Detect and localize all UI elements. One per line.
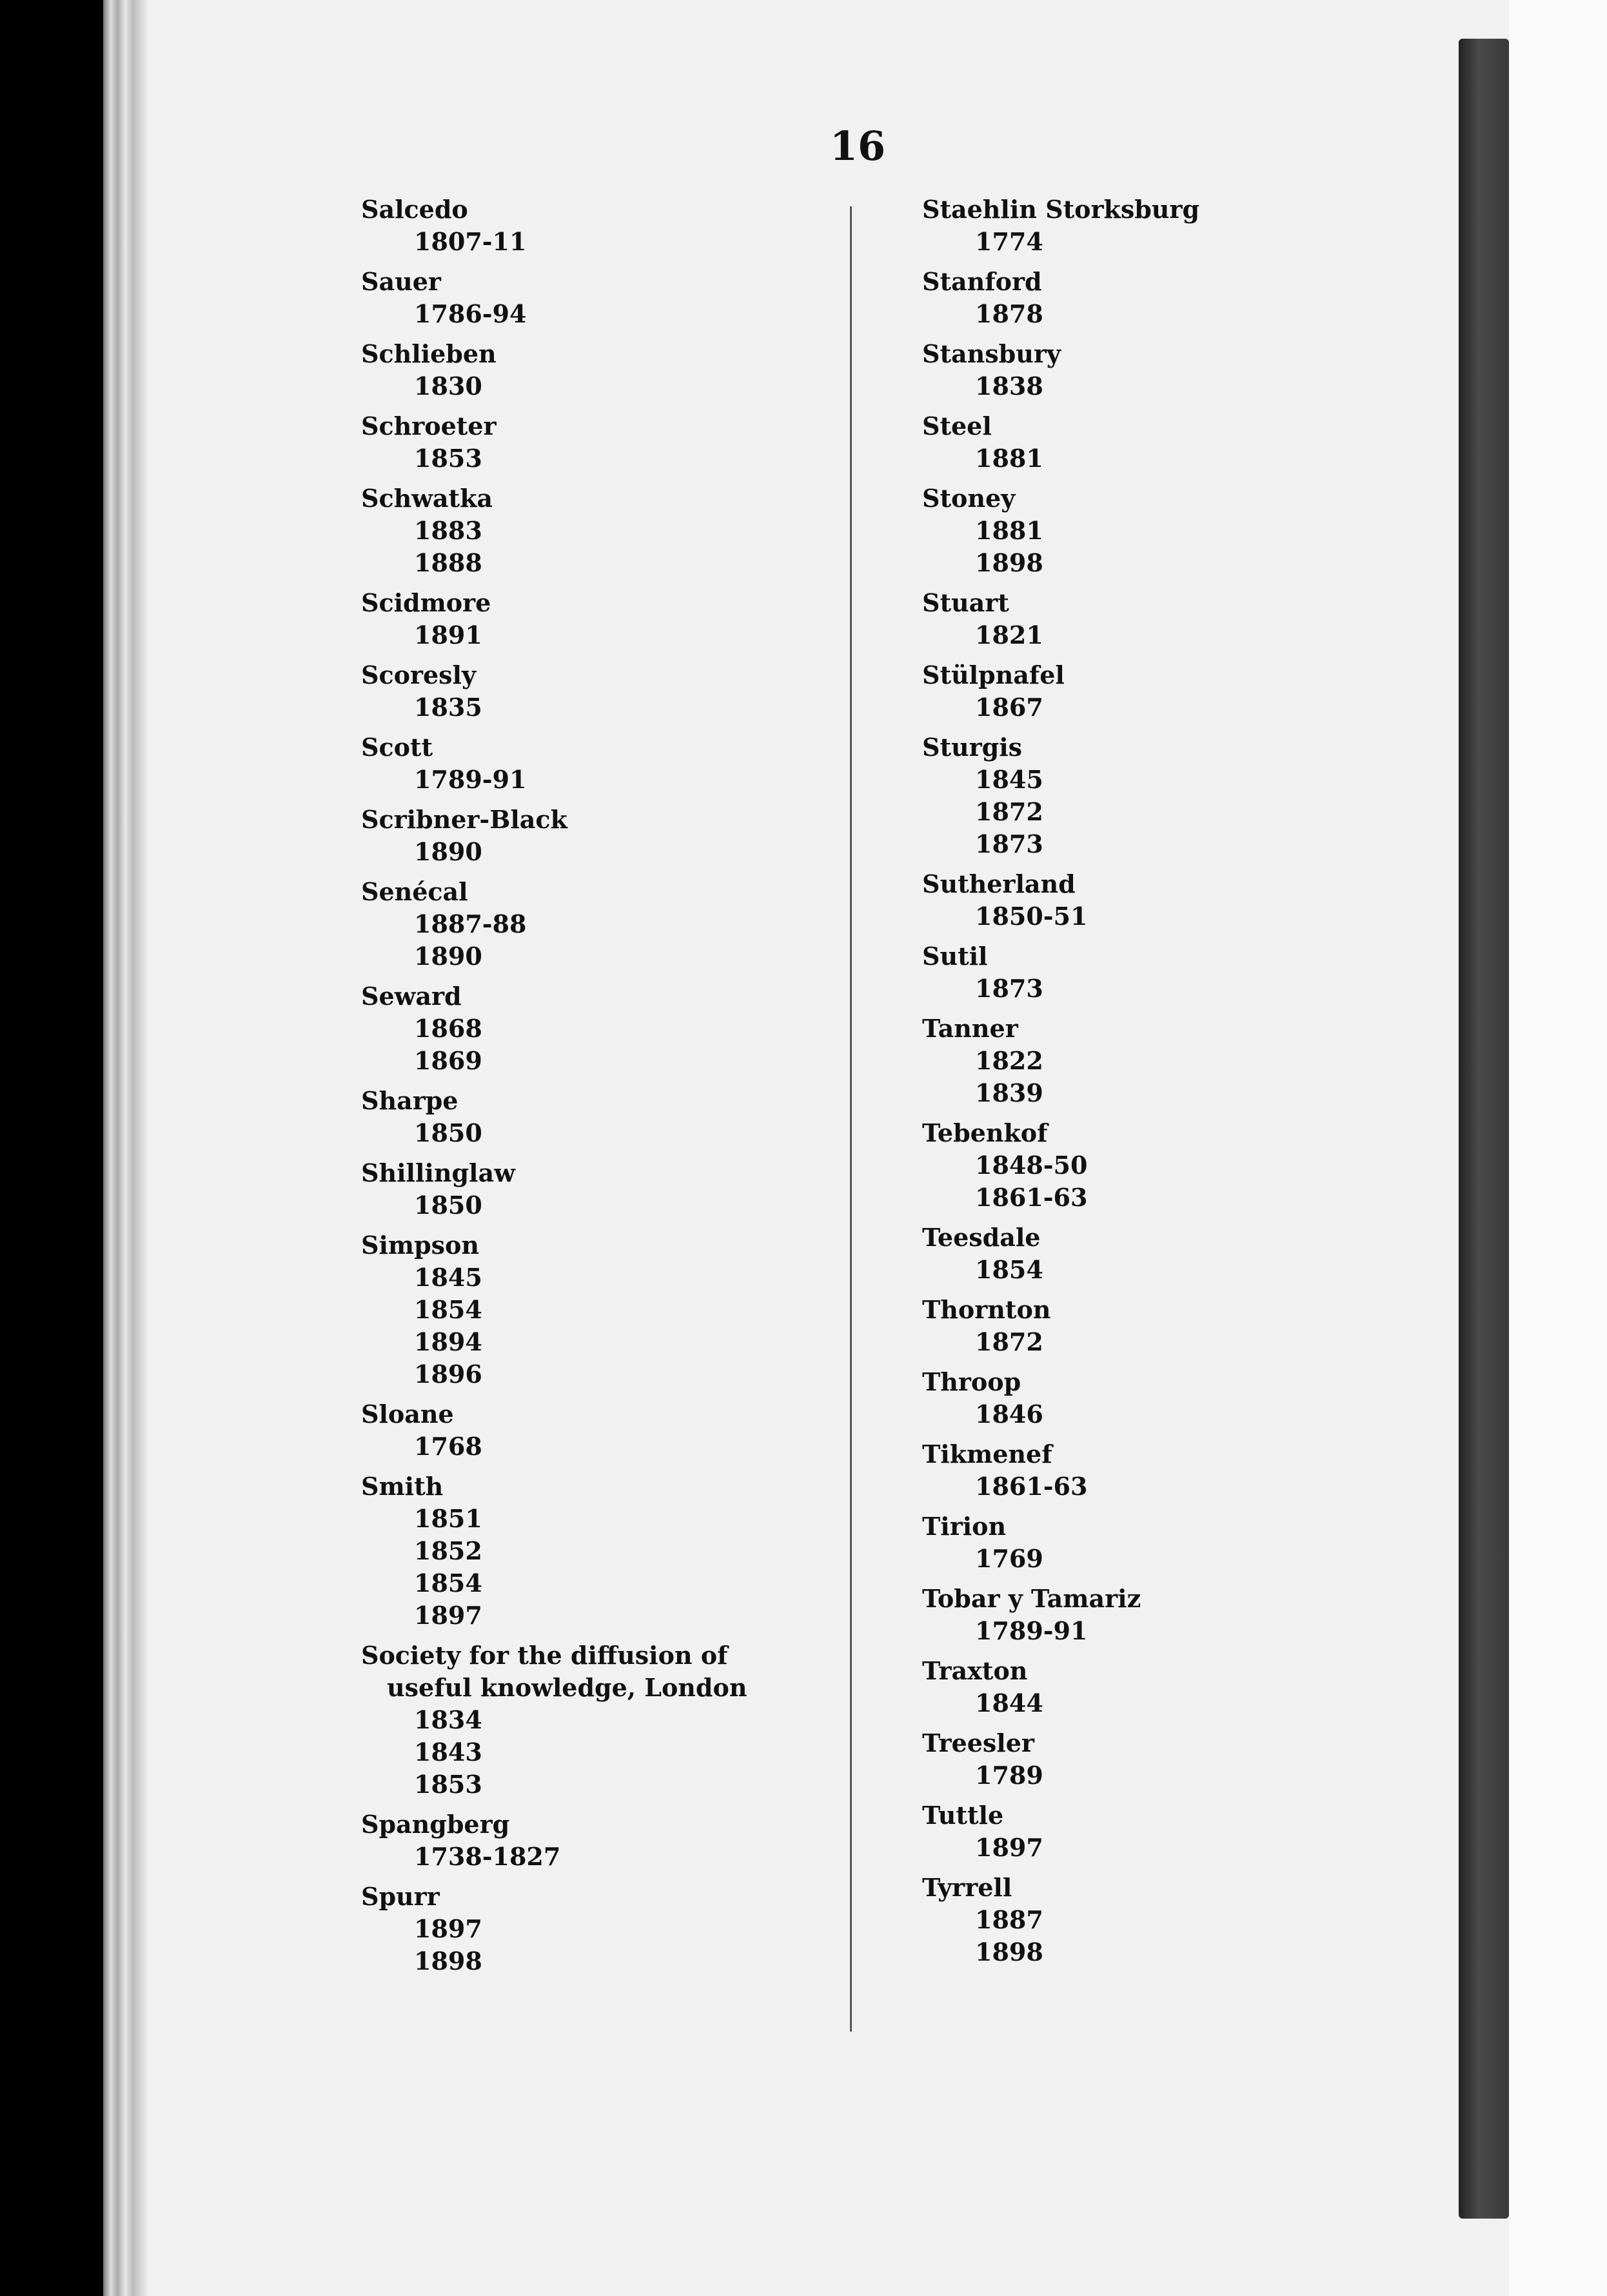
index-entry: [361, 1229, 747, 1398]
entry-gap: [361, 1077, 747, 1085]
index-entry: [922, 659, 1199, 731]
index-entry: [922, 940, 1199, 1013]
entry-gap: [361, 651, 747, 659]
entry-gap: [361, 973, 747, 980]
entry-year: 1848-50: [975, 1151, 1088, 1180]
entry-name-continued: useful knowledge, London: [387, 1673, 747, 1702]
entry-name: Tuttle: [922, 1801, 1004, 1830]
index-entry: [361, 1085, 747, 1157]
entry-year: 1838: [975, 371, 1043, 401]
entry-year: 1872: [975, 797, 1043, 826]
entry-gap: [361, 579, 747, 587]
entry-year: 1843: [414, 1737, 482, 1767]
entry-year: 1839: [975, 1078, 1043, 1107]
entry-gap: [922, 1647, 1199, 1655]
entry-year: 1854: [414, 1295, 482, 1324]
entry-gap: [922, 1109, 1199, 1117]
index-entry: [922, 1872, 1199, 1976]
entry-name: Steel: [922, 411, 992, 440]
entry-gap: [361, 1632, 747, 1639]
entry-name: Shillinglaw: [361, 1158, 515, 1187]
entry-year: 1845: [414, 1263, 482, 1292]
entry-name: Sauer: [361, 267, 441, 296]
entry-name: Tikmenef: [922, 1440, 1052, 1469]
entry-year: 1898: [414, 1946, 482, 1975]
entry-gap: [922, 258, 1199, 266]
entry-gap: [922, 1864, 1199, 1872]
entry-name: Scidmore: [361, 588, 491, 617]
entry-year: 1768: [414, 1432, 482, 1461]
index-entry: [361, 193, 747, 266]
index-entry: [922, 731, 1199, 868]
entry-gap: [922, 1719, 1199, 1727]
entry-year: 1873: [975, 974, 1043, 1003]
entry-name: Schroeter: [361, 411, 497, 440]
index-entry: [361, 1398, 747, 1470]
index-entry: [361, 804, 747, 876]
entry-year: 1869: [414, 1046, 482, 1075]
entry-name: Staehlin Storksburg: [922, 195, 1200, 224]
index-entry: [922, 1727, 1199, 1799]
entry-name: Stülpnafel: [922, 660, 1065, 689]
entry-name: Scoresly: [361, 660, 477, 689]
entry-gap: [922, 1968, 1199, 1976]
index-entry: [922, 1294, 1199, 1366]
entry-gap: [361, 258, 747, 266]
index-entry: [922, 868, 1199, 940]
entry-gap: [922, 651, 1199, 659]
entry-name: Scott: [361, 733, 433, 762]
entry-year: 1878: [975, 299, 1043, 328]
binding-edge-right: [1459, 39, 1509, 2219]
entry-year: 1834: [414, 1705, 482, 1734]
entry-year: 1894: [414, 1327, 482, 1356]
document-page: [103, 0, 1509, 2296]
entry-name: Treesler: [922, 1728, 1034, 1757]
index-entry: [922, 266, 1199, 338]
entry-gap: [361, 330, 747, 338]
entry-year: 1769: [975, 1544, 1043, 1573]
index-entry: [922, 1366, 1199, 1438]
entry-gap: [922, 1358, 1199, 1366]
index-entry: [922, 1222, 1199, 1294]
entry-gap: [922, 1214, 1199, 1222]
entry-year: 1830: [414, 371, 482, 401]
entry-year: 1897: [975, 1833, 1043, 1862]
entry-name: Sharpe: [361, 1086, 458, 1115]
entry-year: 1890: [414, 837, 482, 866]
entry-gap: [922, 1005, 1199, 1013]
entry-gap: [922, 860, 1199, 868]
entry-year: 1897: [414, 1914, 482, 1943]
entry-name: Traxton: [922, 1656, 1028, 1685]
entry-year: 1891: [414, 620, 482, 649]
entry-gap: [361, 1873, 747, 1881]
entry-year: 1888: [414, 548, 482, 577]
entry-gap: [361, 475, 747, 482]
entry-gap: [922, 724, 1199, 731]
entry-year: 1853: [414, 1770, 482, 1799]
entry-year: 1822: [975, 1046, 1043, 1075]
entry-year: 1851: [414, 1504, 482, 1533]
left-column: [361, 193, 747, 1985]
entry-name: Throop: [922, 1367, 1021, 1396]
entry-gap: [361, 1801, 747, 1808]
index-entry: [922, 410, 1199, 482]
entry-gap: [922, 330, 1199, 338]
entry-year: 1789-91: [975, 1616, 1088, 1645]
entry-gap: [922, 1575, 1199, 1583]
entry-year: 1868: [414, 1014, 482, 1043]
entry-year: 1861-63: [975, 1183, 1088, 1212]
entry-year: 1872: [975, 1327, 1043, 1356]
index-entry: [922, 338, 1199, 410]
index-entry: [361, 1157, 747, 1229]
entry-name: Tanner: [922, 1014, 1018, 1043]
index-entry: [922, 1510, 1199, 1583]
index-entry: [922, 1583, 1199, 1655]
entry-gap: [922, 1503, 1199, 1510]
entry-year: 1845: [975, 765, 1043, 794]
entry-name: Tyrrell: [922, 1873, 1012, 1902]
entry-year: 1890: [414, 942, 482, 971]
entry-gap: [922, 475, 1199, 482]
index-entry: [361, 482, 747, 587]
entry-gap: [361, 1977, 747, 1985]
entry-year: 1873: [975, 829, 1043, 858]
entry-name: Tobar y Tamariz: [922, 1584, 1141, 1613]
entry-name: Seward: [361, 982, 462, 1011]
entry-year: 1844: [975, 1688, 1043, 1717]
entry-name: Schwatka: [361, 484, 493, 513]
entry-year: 1887: [975, 1905, 1043, 1934]
index-entry: [922, 1013, 1199, 1117]
page-edge-left: [103, 0, 148, 2296]
index-entry: [361, 587, 747, 659]
entry-year: 1835: [414, 693, 482, 722]
entry-name: Spangberg: [361, 1810, 510, 1839]
index-entry: [361, 1470, 747, 1639]
entry-name: Sturgis: [922, 733, 1023, 762]
entry-year: 1881: [975, 516, 1043, 545]
entry-year: 1789-91: [414, 765, 527, 794]
entry-name: Spurr: [361, 1882, 440, 1911]
entry-name: Salcedo: [361, 195, 468, 224]
entry-gap: [361, 724, 747, 731]
entry-name: Sutherland: [922, 869, 1076, 898]
entry-name: Schlieben: [361, 339, 497, 368]
entry-year: 1850: [414, 1191, 482, 1220]
entry-name: Senécal: [361, 877, 468, 906]
entry-year: 1846: [975, 1400, 1043, 1429]
index-entry: [361, 731, 747, 804]
entry-gap: [922, 1286, 1199, 1294]
entry-year: 1738-1827: [414, 1842, 561, 1871]
index-entry: [361, 410, 747, 482]
entry-gap: [361, 1149, 747, 1157]
index-entry: [361, 1808, 747, 1881]
index-entry: [361, 659, 747, 731]
entry-name: Tebenkof: [922, 1118, 1048, 1147]
index-entry: [361, 980, 747, 1085]
entry-year: 1850-51: [975, 902, 1088, 931]
entry-year: 1897: [414, 1601, 482, 1630]
entry-year: 1854: [975, 1255, 1043, 1284]
entry-name: Simpson: [361, 1231, 480, 1260]
entry-name: Sloane: [361, 1400, 454, 1429]
entry-year: 1896: [414, 1360, 482, 1389]
index-entry: [361, 876, 747, 980]
index-entry: [361, 1639, 747, 1808]
index-entry: [922, 1799, 1199, 1872]
index-entry: [922, 193, 1199, 266]
entry-name: Stanford: [922, 267, 1042, 296]
entry-name: Smith: [361, 1472, 444, 1501]
index-entry: [922, 1438, 1199, 1510]
entry-year: 1867: [975, 693, 1043, 722]
entry-name: Stuart: [922, 588, 1009, 617]
page-number: 16: [829, 123, 886, 170]
entry-gap: [922, 579, 1199, 587]
entry-gap: [361, 868, 747, 876]
entry-gap: [361, 1390, 747, 1398]
index-entry: [361, 266, 747, 338]
entry-year: 1898: [975, 548, 1043, 577]
entry-gap: [922, 1792, 1199, 1799]
entry-year: 1852: [414, 1536, 482, 1565]
right-column: [922, 193, 1199, 1976]
entry-gap: [361, 796, 747, 804]
entry-year: 1898: [975, 1937, 1043, 1966]
entry-year: 1850: [414, 1118, 482, 1147]
margin-right: [1509, 0, 1607, 2296]
entry-gap: [922, 933, 1199, 940]
index-entry: [361, 1881, 747, 1985]
index-entry: [361, 338, 747, 410]
entry-name: Stoney: [922, 484, 1016, 513]
entry-gap: [361, 402, 747, 410]
entry-year: 1786-94: [414, 299, 527, 328]
entry-name: Tirion: [922, 1512, 1007, 1541]
index-entry: [922, 1117, 1199, 1222]
entry-year: 1887-88: [414, 909, 527, 938]
entry-gap: [922, 402, 1199, 410]
column-divider: [850, 206, 852, 2032]
entry-gap: [361, 1222, 747, 1229]
entry-year: 1881: [975, 444, 1043, 473]
entry-name: Stansbury: [922, 339, 1061, 368]
entry-name: Sutil: [922, 942, 988, 971]
entry-year: 1883: [414, 516, 482, 545]
entry-year: 1861-63: [975, 1472, 1088, 1501]
entry-year: 1774: [975, 227, 1043, 256]
entry-name: Teesdale: [922, 1223, 1041, 1252]
entry-year: 1854: [414, 1569, 482, 1598]
entry-gap: [922, 1430, 1199, 1438]
entry-year: 1789: [975, 1761, 1043, 1790]
entry-name: Society for the diffusion of: [361, 1641, 728, 1670]
entry-gap: [361, 1463, 747, 1470]
entry-name: Thornton: [922, 1295, 1051, 1324]
index-entry: [922, 482, 1199, 587]
entry-year: 1853: [414, 444, 482, 473]
entry-name: Scribner-Black: [361, 805, 567, 834]
entry-year: 1807-11: [414, 227, 527, 256]
index-entry: [922, 1655, 1199, 1727]
entry-year: 1821: [975, 620, 1043, 649]
index-entry: [922, 587, 1199, 659]
